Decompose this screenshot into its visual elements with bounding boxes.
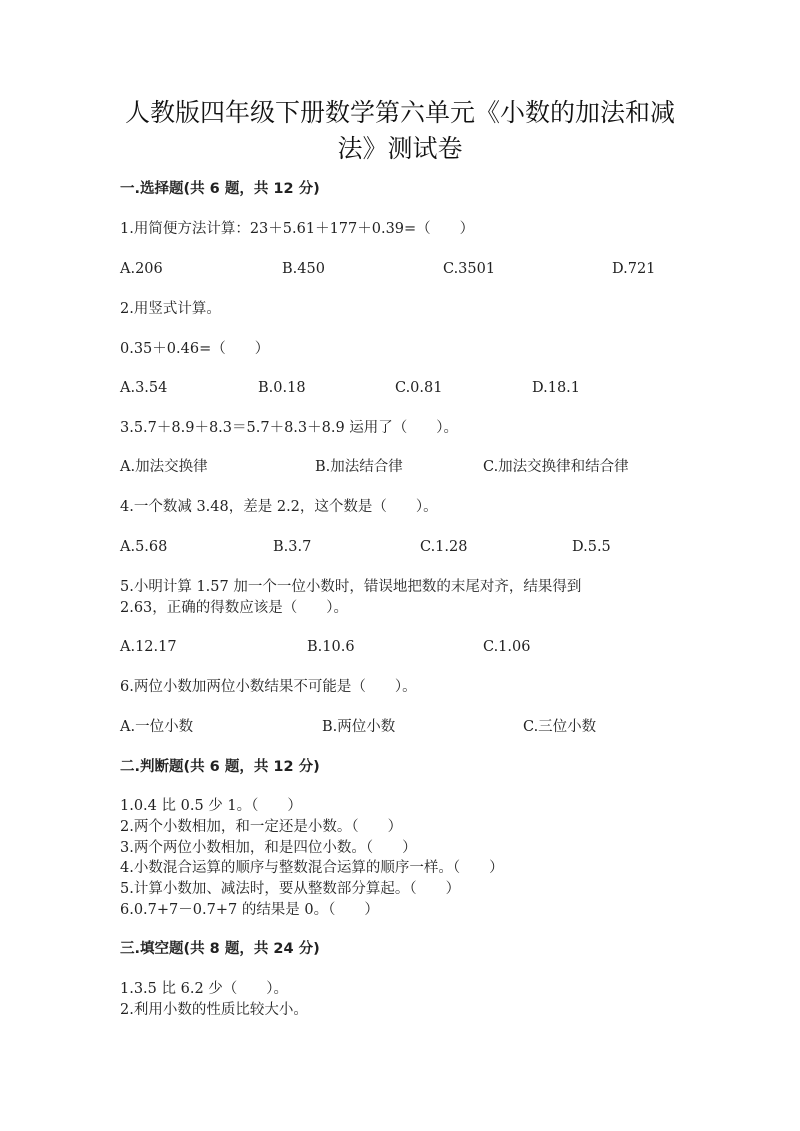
question-3: 3.5.7＋8.9＋8.3＝5.7＋8.3＋8.9 运用了（ ）。	[120, 420, 459, 436]
q2-option-a: A.3.54	[120, 380, 168, 396]
q4-option-d: D.5.5	[572, 539, 611, 555]
question-5-line-2: 2.63，正确的得数应该是（ ）。	[120, 600, 349, 616]
tf-item-2: 2.两个小数相加，和一定还是小数。（ ）	[120, 819, 403, 835]
question-1: 1.用简便方法计算：23＋5.61＋177＋0.39=（ ）	[120, 221, 475, 237]
q4-option-b: B.3.7	[273, 539, 312, 555]
q2-option-c: C.0.81	[395, 380, 443, 396]
question-5-line-1: 5.小明计算 1.57 加一个一位小数时，错误地把数的末尾对齐，结果得到	[120, 579, 582, 595]
section-heading-true-false: 二.判断题(共 6 题，共 12 分)	[120, 759, 320, 775]
tf-item-1: 1.0.4 比 0.5 少 1。（ ）	[120, 798, 302, 814]
q2-option-d: D.18.1	[532, 380, 581, 396]
q5-option-c: C.1.06	[483, 639, 531, 655]
section-heading-choice: 一.选择题(共 6 题，共 12 分)	[120, 181, 320, 197]
exam-title-line-2: 法》测试卷	[337, 134, 463, 163]
q6-option-a: A.一位小数	[120, 719, 194, 735]
question-6: 6.两位小数加两位小数结果不可能是（ ）。	[120, 679, 417, 695]
q3-option-c: C.加法交换律和结合律	[483, 459, 629, 475]
q2-option-b: B.0.18	[258, 380, 306, 396]
q4-option-a: A.5.68	[120, 539, 168, 555]
tf-item-3: 3.两个两位小数相加，和是四位小数。（ ）	[120, 840, 417, 856]
question-2: 2.用竖式计算。	[120, 301, 221, 317]
tf-item-5: 5.计算小数加、减法时，要从整数部分算起。（ ）	[120, 881, 461, 897]
q1-option-d: D.721	[612, 261, 656, 277]
question-2-expression: 0.35＋0.46=（ ）	[120, 341, 270, 357]
question-4: 4.一个数减 3.48，差是 2.2，这个数是（ ）。	[120, 499, 438, 515]
tf-item-6: 6.0.7+7－0.7+7 的结果是 0。（ ）	[120, 902, 379, 918]
fill-item-1: 1.3.5 比 6.2 少（ ）。	[120, 981, 289, 997]
q6-option-b: B.两位小数	[322, 719, 396, 735]
q4-option-c: C.1.28	[420, 539, 468, 555]
exam-title-line-1: 人教版四年级下册数学第六单元《小数的加法和减	[124, 98, 675, 127]
q5-option-b: B.10.6	[307, 639, 355, 655]
q6-option-c: C.三位小数	[523, 719, 597, 735]
q1-option-c: C.3501	[443, 261, 496, 277]
q3-option-a: A.加法交换律	[120, 459, 208, 475]
tf-item-4: 4.小数混合运算的顺序与整数混合运算的顺序一样。（ ）	[120, 860, 504, 876]
q3-option-b: B.加法结合律	[315, 459, 403, 475]
fill-item-2: 2.利用小数的性质比较大小。	[120, 1002, 308, 1018]
q5-option-a: A.12.17	[120, 639, 177, 655]
section-heading-fill-blank: 三.填空题(共 8 题，共 24 分)	[120, 941, 320, 957]
q1-option-b: B.450	[282, 261, 325, 277]
q1-option-a: A.206	[120, 261, 163, 277]
